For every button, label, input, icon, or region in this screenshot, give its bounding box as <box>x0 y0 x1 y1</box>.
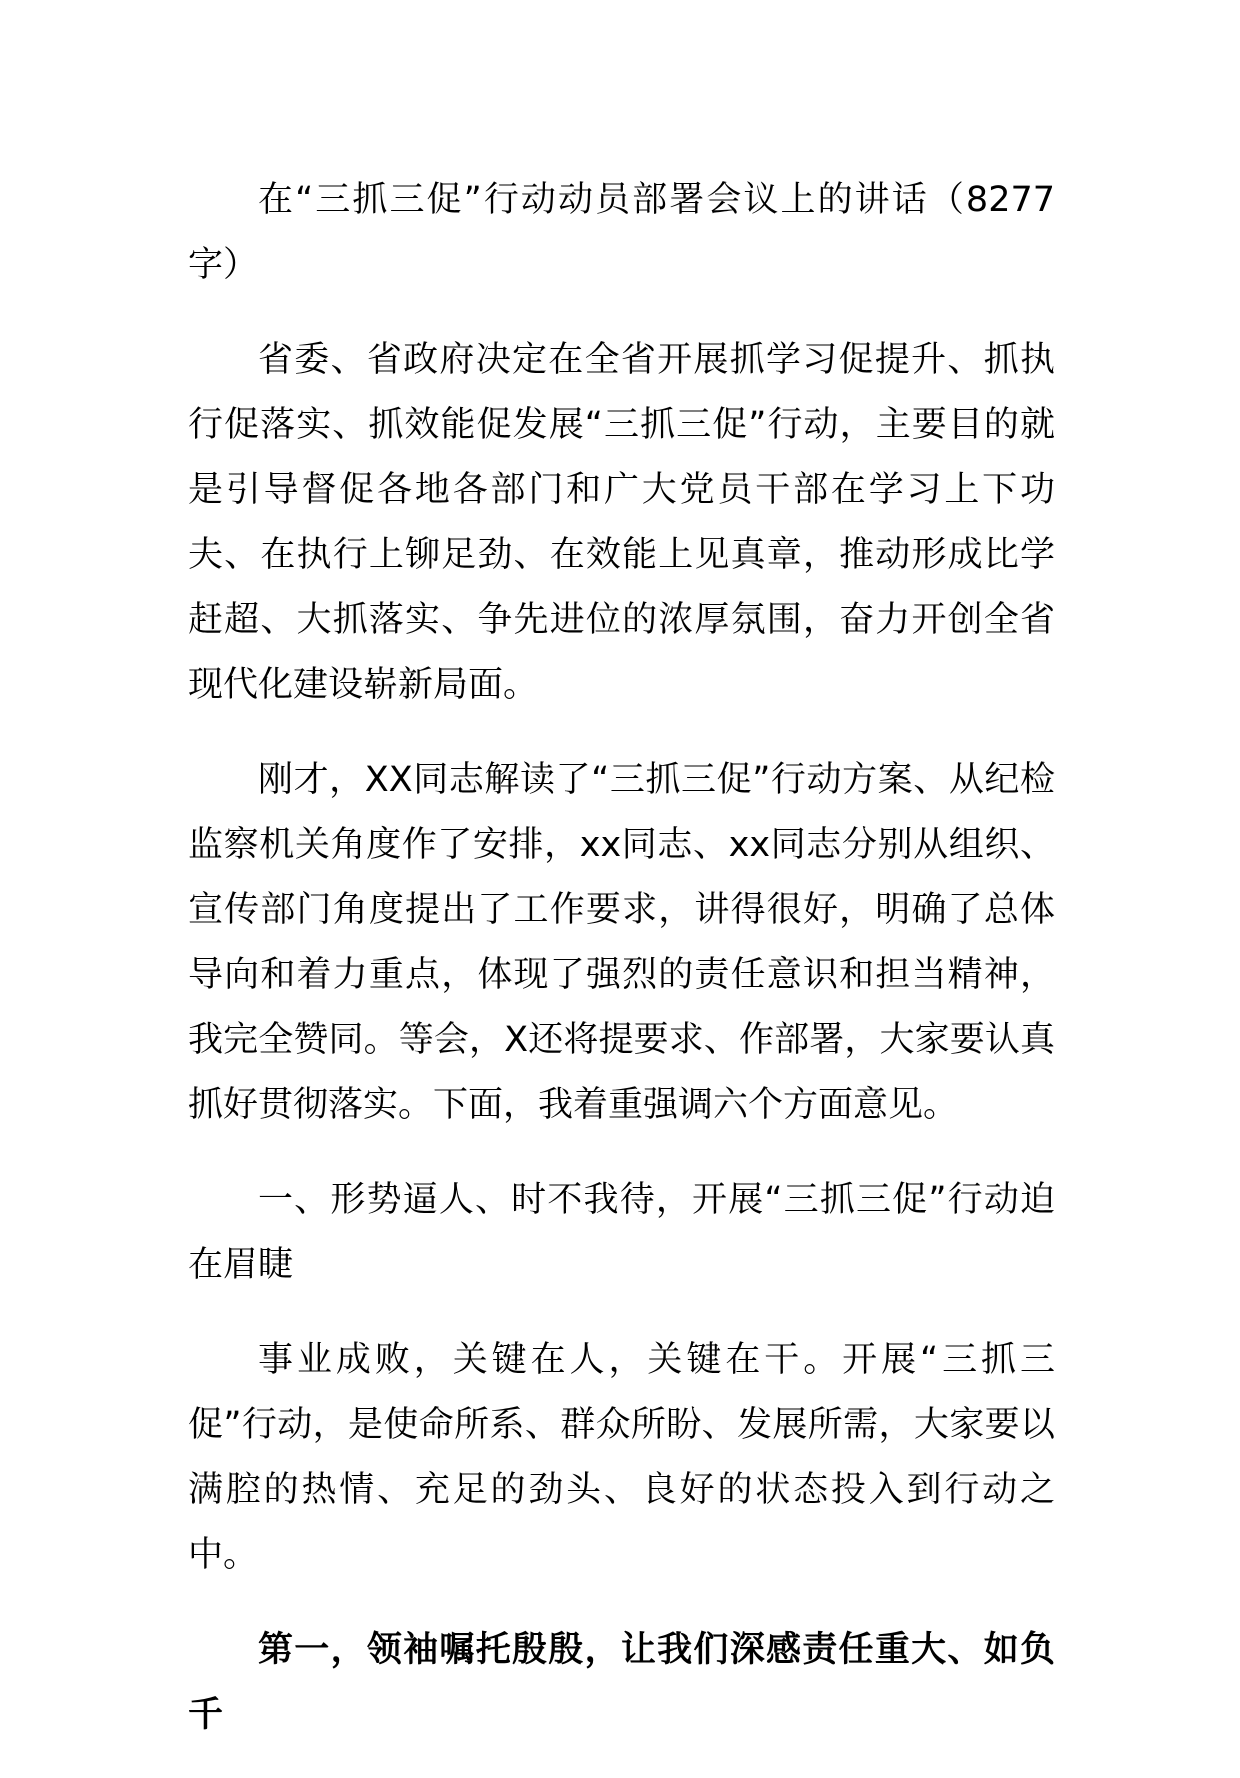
document-title: 在“三抓三促”行动动员部署会议上的讲话（8277字） <box>188 180 1055 285</box>
document-body <box>188 168 1055 1778</box>
section-heading-one: 一、形势逼人、时不我待，开展“三抓三促”行动迫在眉睫 <box>188 1180 1055 1285</box>
bold-subheading-first: 第一，领袖嘱托殷殷，让我们深感责任重大、如负千 <box>188 1630 1055 1735</box>
paragraph-intro: 省委、省政府决定在全省开展抓学习促提升、抓执行促落实、抓效能促发展“三抓三促”行动，主要目的就是引导督促各地各部门和广大党员干部在学习上下功夫、在执行上铆足劲、在效能上见真章，推动形成比学赶超、大抓落实、争先进位的浓厚氛围，奋力开创全省现代化建设崭新局面。 <box>188 340 1055 705</box>
paragraph-section-one: 事业成败，关键在人，关键在干。开展“三抓三促”行动，是使命所系、群众所盼、发展所需，大家要以满腔的热情、充足的劲头、良好的状态投入到行动之中。 <box>188 1340 1055 1575</box>
paragraph-remarks: 刚才，XX同志解读了“三抓三促”行动方案、从纪检监察机关角度作了安排，xx同志、xx同志分别从组织、宣传部门角度提出了工作要求，讲得很好，明确了总体导向和着力重点，体现了强烈的责任意识和担当精神，我完全赞同。等会，X还将提要求、作部署，大家要认真抓好贯彻落实。下面，我着重强调六个方面意见。 <box>188 760 1055 1125</box>
